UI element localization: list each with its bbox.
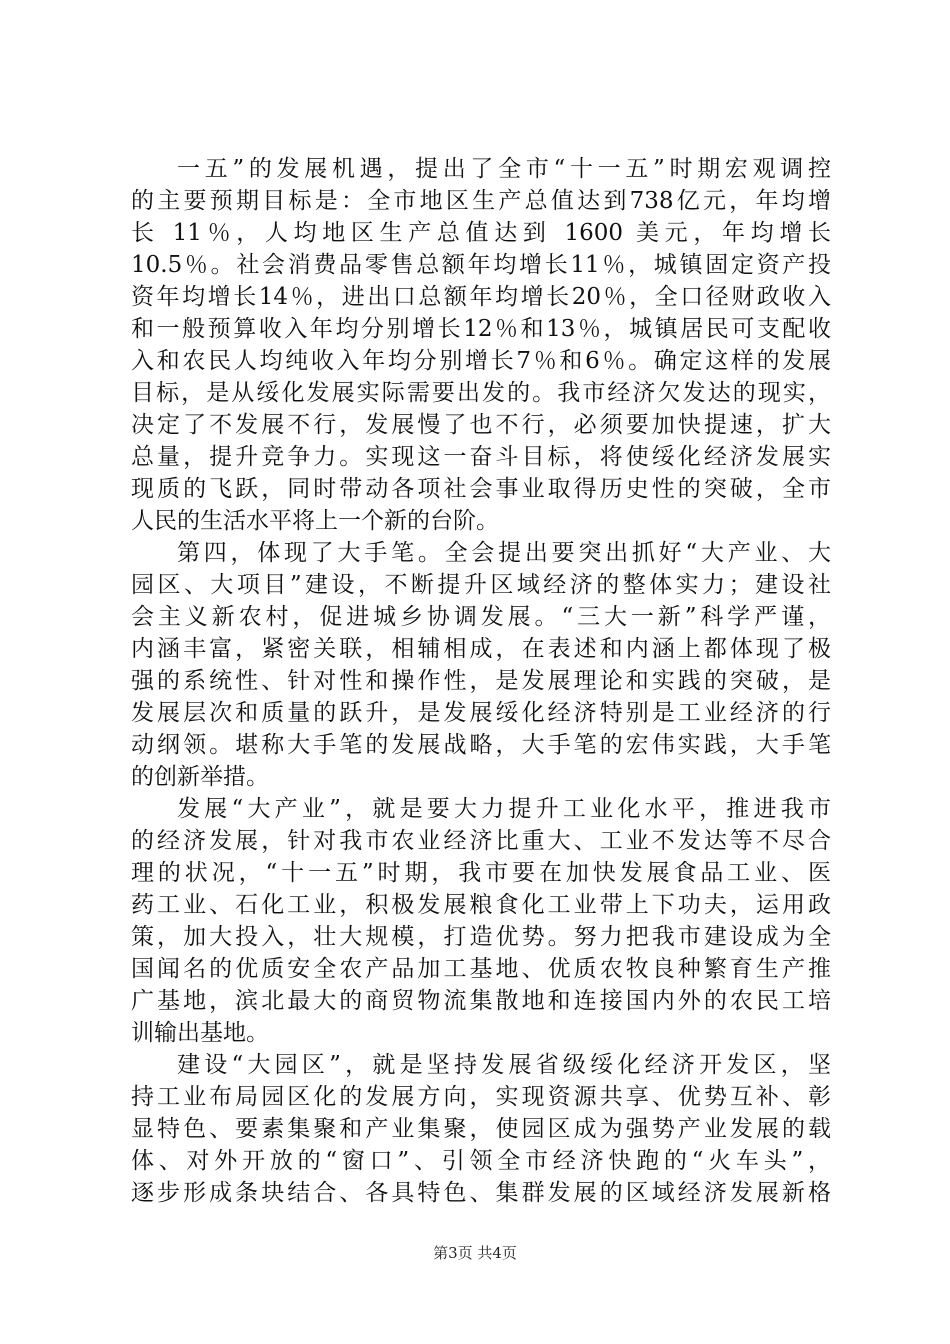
text-line: 会主义新农村，促进城乡协调发展。“三大一新”科学严谨，	[131, 604, 831, 630]
text-line: 策，加大投入，壮大规模，打造优势。努力把我市建设成为全	[131, 924, 831, 950]
text-line: 发展“大产业”，就是要大力提升工业化水平，推进我市	[177, 796, 831, 822]
text-line: 总量，提升竞争力。实现这一奋斗目标，将使绥化经济发展实	[131, 444, 831, 470]
text-line: 一五”的发展机遇，提出了全市“十一五”时期宏观调控	[177, 156, 831, 182]
paragraph-3	[131, 793, 831, 1049]
text-line: 的主要预期目标是：全市地区生产总值达到738亿元，年均增	[131, 188, 831, 214]
text-line: 内涵丰富，紧密关联，相辅相成，在表述和内涵上都体现了极	[131, 636, 831, 662]
text-line: 长 11％，人均地区生产总值达到 1600 美元，年均增长	[131, 220, 831, 246]
text-line: 资年均增长14％，进出口总额年均增长20％，全口径财政收入	[131, 284, 831, 310]
text-line: 和一般预算收入年均分别增长12％和13％，城镇居民可支配收	[131, 316, 831, 342]
text-line: 目标，是从绥化发展实际需要出发的。我市经济欠发达的现实，	[131, 380, 831, 406]
text-line: 的经济发展，针对我市农业经济比重大、工业不发达等不尽合	[131, 828, 831, 854]
text-line: 建设“大园区”，就是坚持发展省级绥化经济开发区，坚	[177, 1052, 831, 1078]
text-line: 入和农民人均纯收入年均分别增长7％和6％。确定这样的发展	[131, 348, 831, 374]
text-line: 逐步形成条块结合、各具特色、集群发展的区域经济发展新格	[131, 1180, 831, 1206]
text-line: 人民的生活水平将上一个新的台阶。	[131, 508, 499, 534]
body-text	[131, 153, 831, 1209]
text-line: 10.5％。社会消费品零售总额年均增长11％，城镇固定资产投	[131, 252, 831, 278]
text-line: 显特色、要素集聚和产业集聚，使园区成为强势产业发展的载	[131, 1116, 831, 1142]
paragraph-1	[131, 153, 831, 537]
text-line: 广基地，滨北最大的商贸物流集散地和连接国内外的农民工培	[131, 988, 831, 1014]
text-line: 训输出基地。	[131, 1020, 269, 1046]
text-line: 的创新举措。	[131, 764, 269, 790]
text-line: 第四，体现了大手笔。全会提出要突出抓好“大产业、大	[177, 540, 831, 566]
text-line: 体、对外开放的“窗口”、引领全市经济快跑的“火车头”，	[131, 1148, 831, 1174]
text-line: 决定了不发展不行，发展慢了也不行，必须要加快提速，扩大	[131, 412, 831, 438]
page-number-footer: 第3页 共4页	[433, 1244, 517, 1262]
text-line: 强的系统性、针对性和操作性，是发展理论和实践的突破，是	[131, 668, 831, 694]
text-line: 发展层次和质量的跃升，是发展绥化经济特别是工业经济的行	[131, 700, 831, 726]
text-line: 国闻名的优质安全农产品加工基地、优质农牧良种繁育生产推	[131, 956, 831, 982]
text-line: 园区、大项目”建设，不断提升区域经济的整体实力；建设社	[131, 572, 831, 598]
text-line: 现质的飞跃，同时带动各项社会事业取得历史性的突破，全市	[131, 476, 831, 502]
paragraph-4	[131, 1049, 831, 1209]
text-line: 持工业布局园区化的发展方向，实现资源共享、优势互补、彰	[131, 1084, 831, 1110]
text-line: 药工业、石化工业，积极发展粮食化工业带上下功夫，运用政	[131, 892, 831, 918]
text-line: 理的状况，“十一五”时期，我市要在加快发展食品工业、医	[131, 860, 831, 886]
paragraph-2	[131, 537, 831, 793]
text-line: 动纲领。堪称大手笔的发展战略，大手笔的宏伟实践，大手笔	[131, 732, 831, 758]
